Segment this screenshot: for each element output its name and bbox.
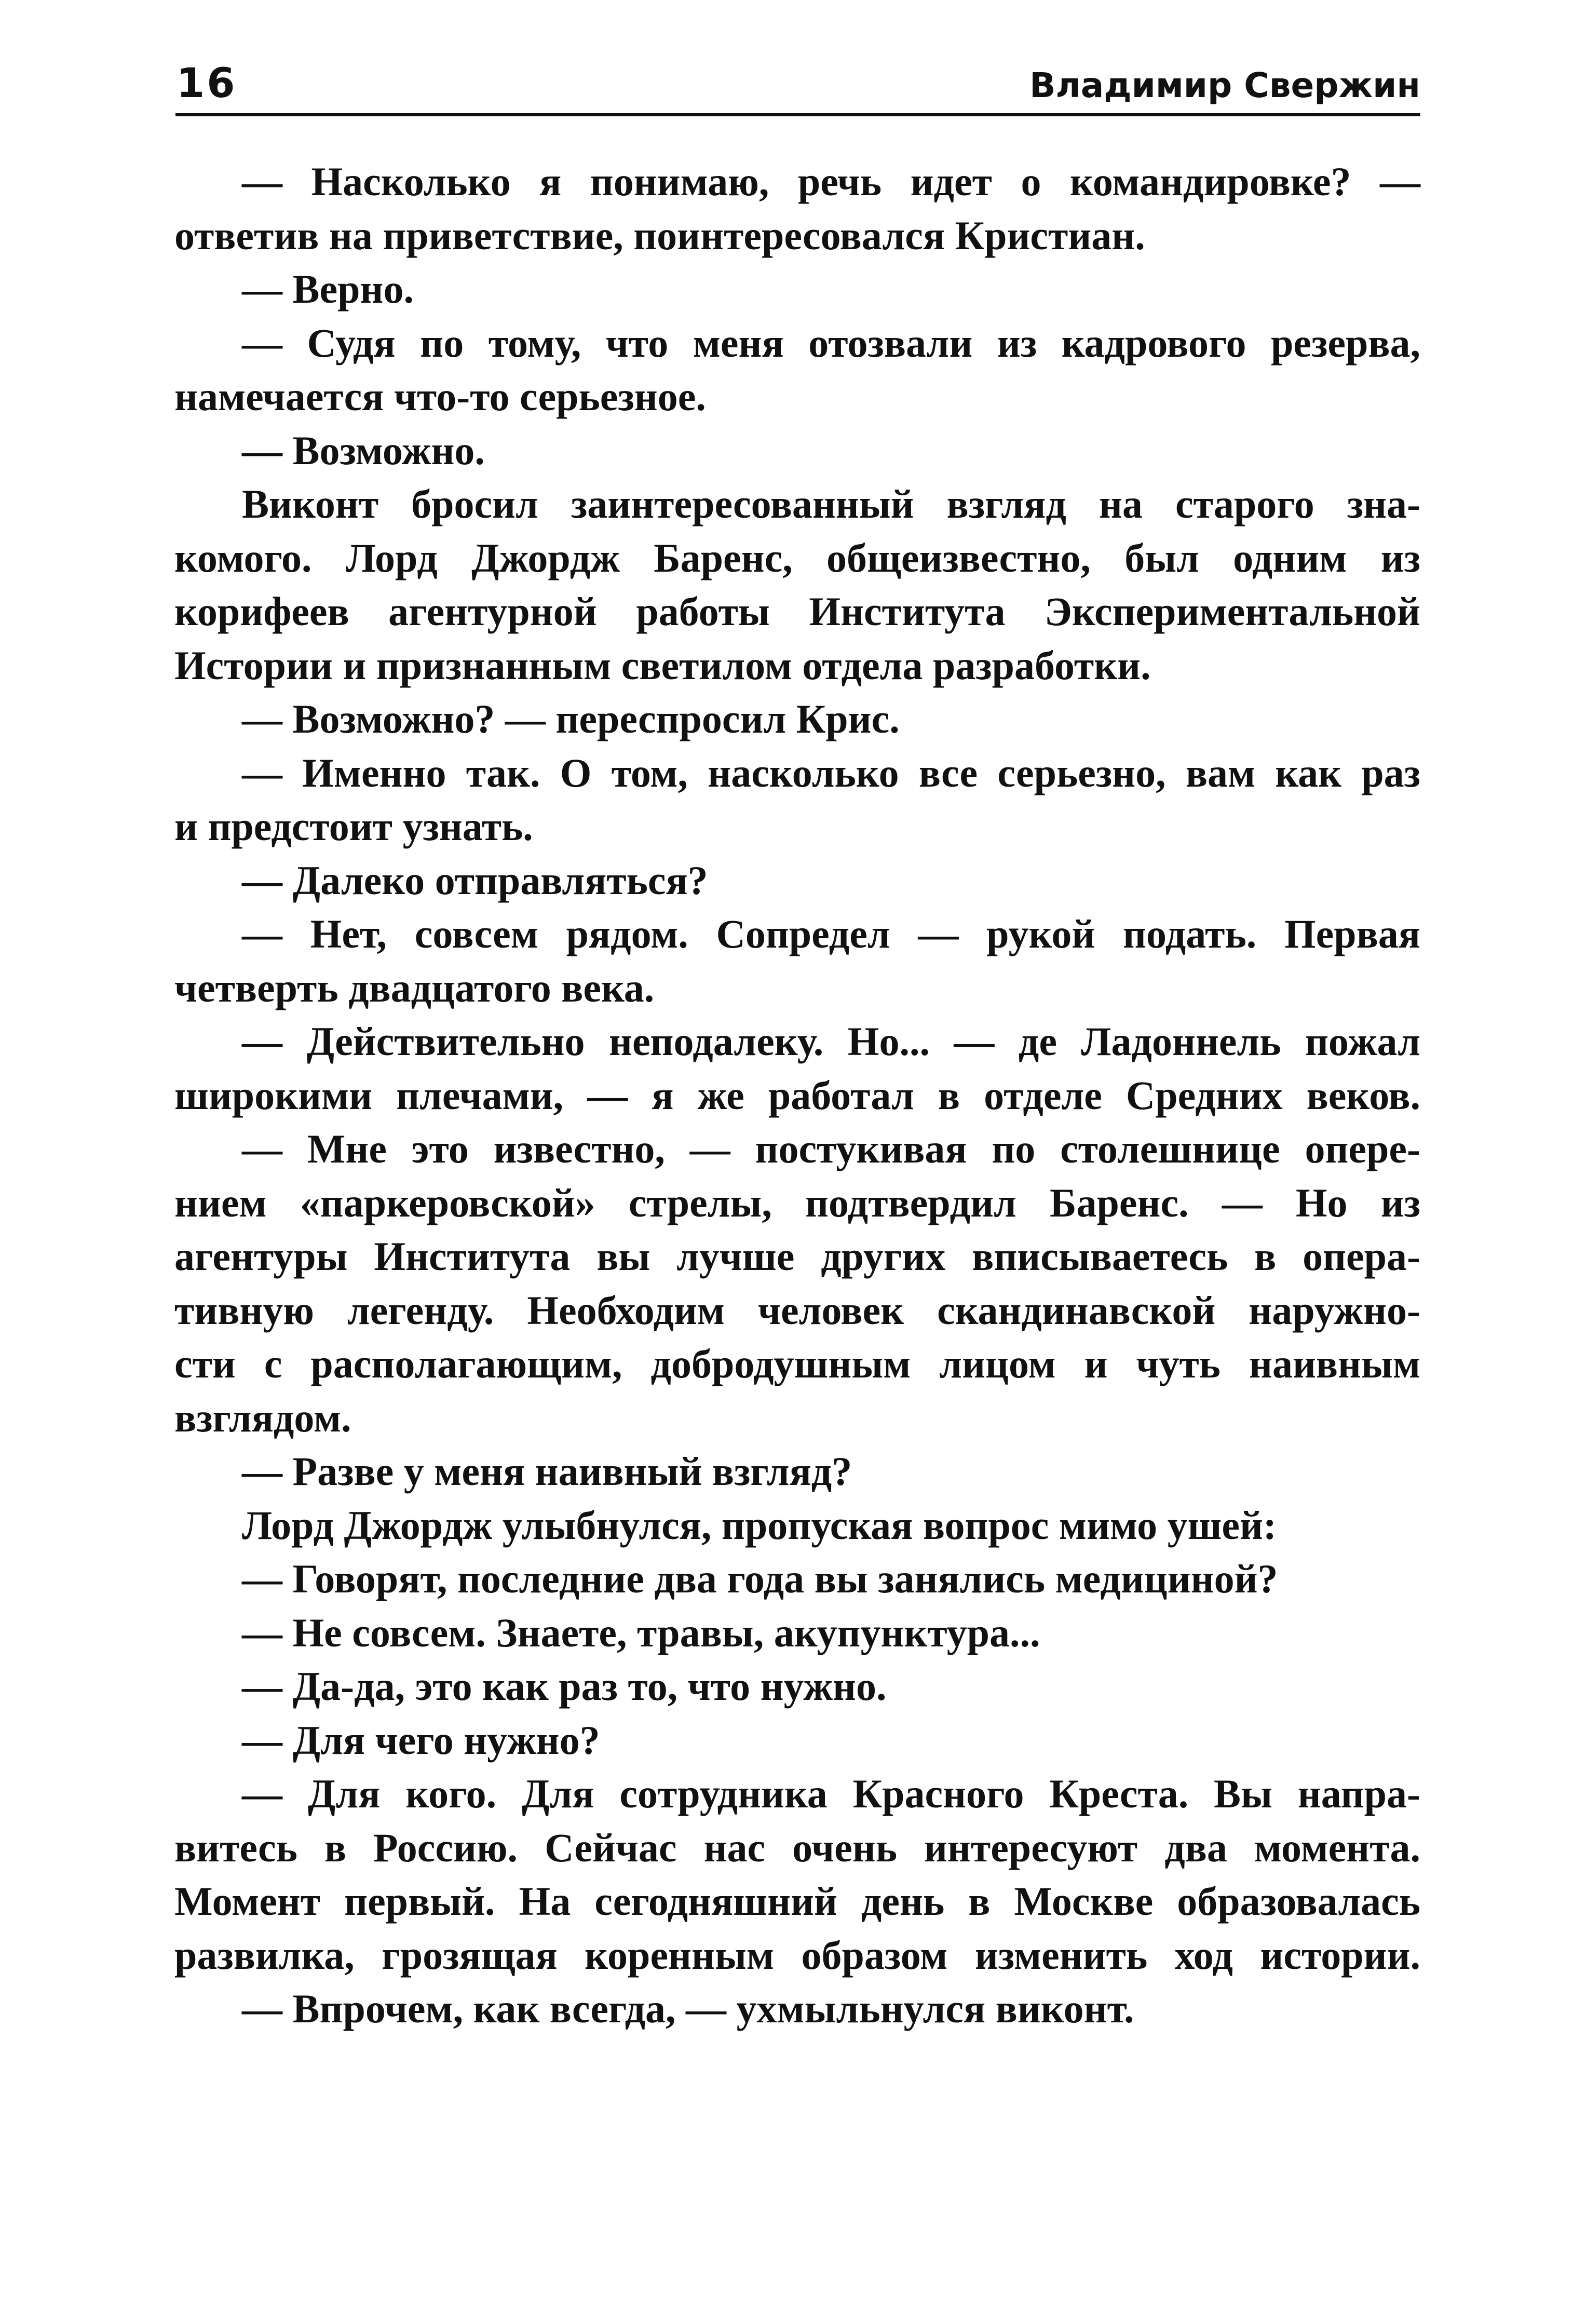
text-line: развилка, грозящая коренным образом изменить ход истории. <box>174 1932 1420 1978</box>
text-line: — Возможно? — переспросил Крис. <box>242 696 900 741</box>
text-line: четверть двадцатого века. <box>174 965 655 1010</box>
text-line: — Судя по тому, что меня отозвали из кадрового резерва, <box>242 320 1420 366</box>
text-line: — Действительно неподалеку. Но... — де Ладоннель пожал <box>242 1019 1420 1064</box>
text-line: — Для чего нужно? <box>242 1717 600 1763</box>
text-line: — Насколько я понимаю, речь идет о командировке? — <box>242 159 1420 204</box>
text-line: — Да-да, это как раз то, что нужно. <box>242 1664 887 1709</box>
text-line: корифеев агентурной работы Института Экспериментальной <box>174 589 1420 634</box>
text-line: — Разве у меня наивный взгляд? <box>242 1449 852 1494</box>
text-line: — Далеко отправляться? <box>242 857 708 903</box>
text-line: — Возможно. <box>242 427 485 473</box>
text-line: Лорд Джордж улыбнулся, пропуская вопрос мимо ушей: <box>242 1502 1277 1548</box>
text-line: и предстоит узнать. <box>174 804 533 849</box>
text-line: ответив на приветствие, поинтересовался Кристиан. <box>174 212 1145 258</box>
text-line: нием «паркеровской» стрелы, подтвердил Баренс. — Но из <box>174 1180 1420 1225</box>
text-line: — Нет, совсем рядом. Сопредел — рукой подать. Первая <box>242 911 1420 956</box>
text-line: комого. Лорд Джордж Баренс, общеизвестно, был одним из <box>174 535 1420 580</box>
text-line: — Мне это известно, — постукивая по столешнице опере- <box>242 1126 1420 1171</box>
text-line: Истории и признанным светилом отдела разработки. <box>174 642 1151 688</box>
text-line: — Верно. <box>242 266 414 312</box>
text-line: Виконт бросил заинтересованный взгляд на старого зна- <box>242 481 1420 526</box>
running-head-author: Владимир Свержин <box>1029 65 1420 105</box>
text-line: агентуры Института вы лучше других вписываетесь в опера- <box>174 1234 1420 1279</box>
text-line: — Говорят, последние два года вы занялись медициной? <box>242 1556 1278 1601</box>
text-line: широкими плечами, — я же работал в отделе Средних веков. <box>174 1072 1420 1118</box>
text-line: — Не совсем. Знаете, травы, акупунктура... <box>242 1610 1040 1655</box>
text-line: — Для кого. Для сотрудника Красного Креста. Вы напра- <box>242 1771 1420 1816</box>
text-line: взглядом. <box>174 1395 351 1440</box>
page-header <box>175 56 1420 116</box>
body-text <box>174 155 1420 2036</box>
text-line: Момент первый. На сегодняшний день в Москве образовалась <box>174 1879 1420 1924</box>
text-line: — Именно так. О том, насколько все серьезно, вам как раз <box>242 750 1420 795</box>
text-line: тивную легенду. Необходим человек скандинавской наружно- <box>174 1287 1420 1333</box>
text-line: — Впрочем, как всегда, — ухмыльнулся виконт. <box>242 1986 1134 2031</box>
text-line: сти с располагающим, добродушным лицом и чуть наивным <box>174 1341 1420 1386</box>
text-line: намечается что-то серьезное. <box>174 374 706 419</box>
text-line: витесь в Россию. Сейчас нас очень интересуют два момента. <box>174 1825 1420 1870</box>
page-number: 16 <box>177 60 237 107</box>
